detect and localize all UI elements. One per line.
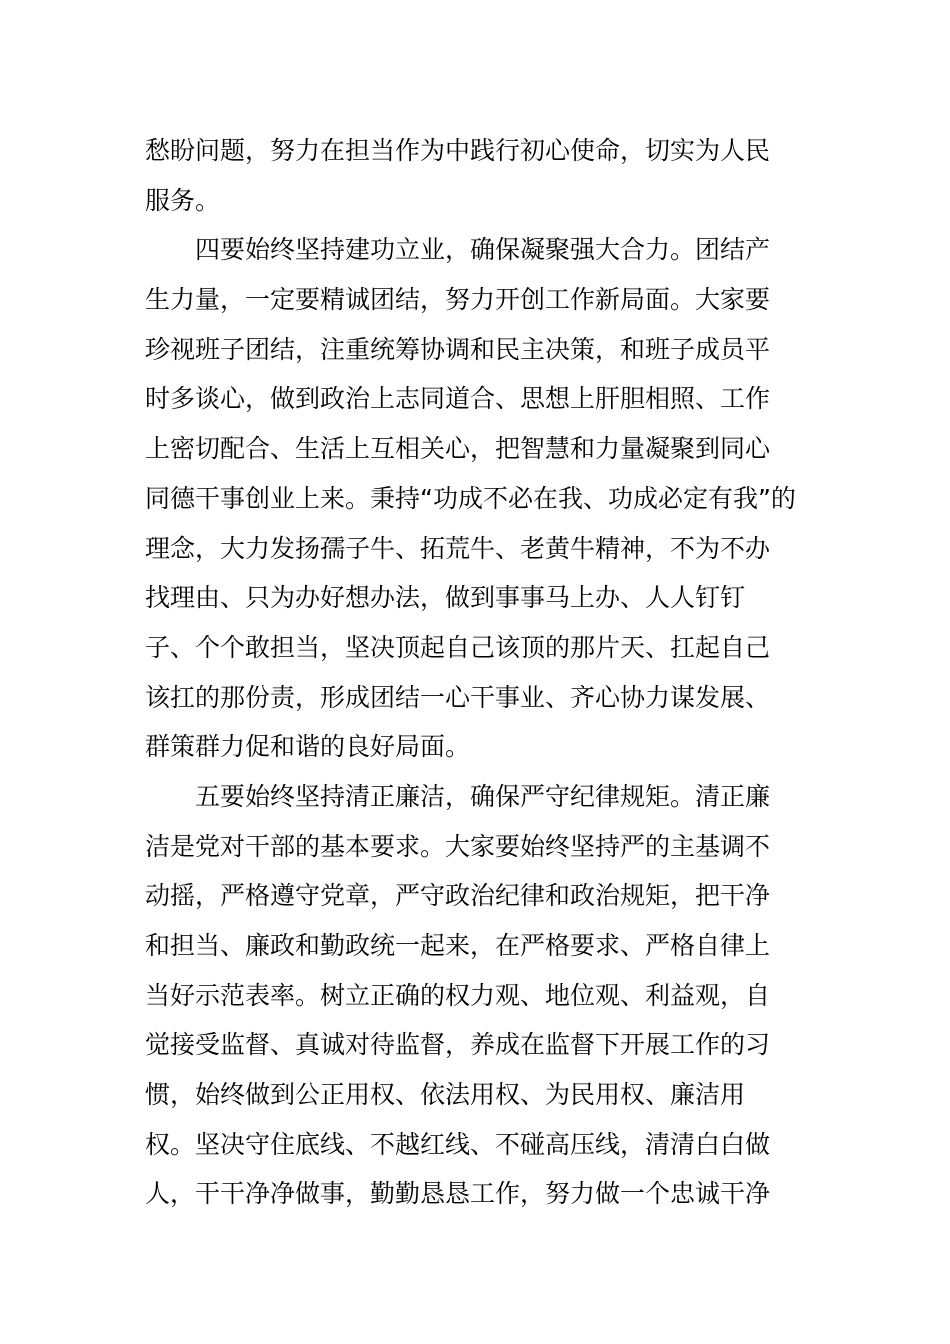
text-line: 和担当、廉政和勤政统一起来，在严格要求、严格自律上 bbox=[145, 931, 771, 960]
text-line: 人，干干净净做事，勤勤恳恳工作，努力做一个忠诚干净 bbox=[145, 1179, 771, 1209]
text-line: 生力量，一定要精诚团结，努力开创工作新局面。大家要 bbox=[145, 285, 771, 315]
text-line: 四要始终坚持建功立业，确保凝聚强大合力。团结产 bbox=[195, 235, 771, 265]
text-line: 五要始终坚持清正廉洁，确保严守纪律规矩。清正廉 bbox=[195, 781, 771, 811]
body-text bbox=[145, 126, 805, 1219]
text-line: 服务。 bbox=[145, 185, 221, 215]
text-line: 觉接受监督、真诚对待监督，养成在监督下开展工作的习 bbox=[145, 1030, 771, 1060]
text-line: 群策群力促和谐的良好局面。 bbox=[145, 732, 471, 762]
text-line: 愁盼问题，努力在担当作为中践行初心使命，切实为人民 bbox=[145, 136, 771, 165]
text-line: 理念，大力发扬孺子牛、拓荒牛、老黄牛精神，不为不办 bbox=[145, 533, 771, 563]
text-line: 同德干事创业上来。秉持“功成不必在我、功成必定有我”的 bbox=[145, 483, 796, 513]
text-line: 时多谈心，做到政治上志同道合、思想上肝胆相照、工作 bbox=[145, 384, 771, 414]
text-line: 动摇，严格遵守党章，严守政治纪律和政治规矩，把干净 bbox=[145, 881, 771, 911]
text-line: 该扛的那份责，形成团结一心干事业、齐心协力谋发展、 bbox=[145, 682, 771, 712]
text-line: 惯，始终做到公正用权、依法用权、为民用权、廉洁用 bbox=[145, 1080, 746, 1110]
text-line: 当好示范表率。树立正确的权力观、地位观、利益观，自 bbox=[145, 980, 771, 1010]
text-line: 洁是党对干部的基本要求。大家要始终坚持严的主基调不 bbox=[145, 831, 771, 861]
text-line: 找理由、只为办好想办法，做到事事马上办、人人钉钉 bbox=[145, 583, 746, 613]
text-line: 上密切配合、生活上互相关心，把智慧和力量凝聚到同心 bbox=[145, 434, 771, 464]
text-line: 子、个个敢担当，坚决顶起自己该顶的那片天、扛起自己 bbox=[145, 632, 771, 662]
text-line: 珍视班子团结，注重统筹协调和民主决策，和班子成员平 bbox=[145, 334, 771, 364]
text-line: 权。坚决守住底线、不越红线、不碰高压线，清清白白做 bbox=[145, 1129, 771, 1159]
